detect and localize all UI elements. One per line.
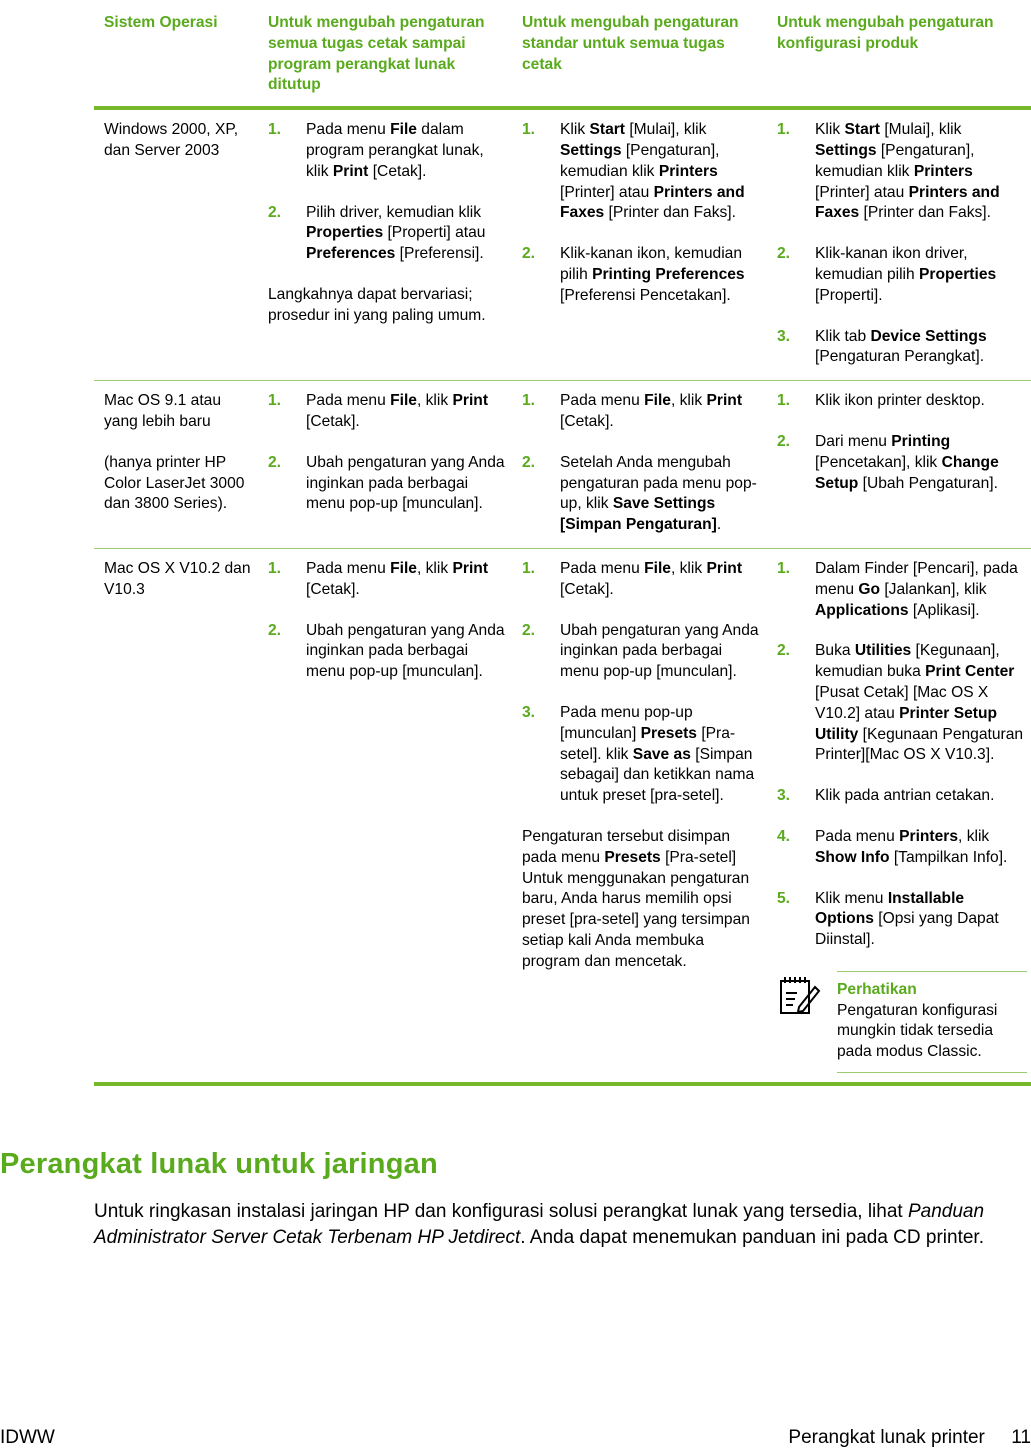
list-item: 1. Pada menu File, klik Print [Cetak]. bbox=[522, 559, 743, 598]
ui-term: File bbox=[644, 559, 671, 577]
table-row bbox=[94, 548, 1031, 1084]
list-item: 2. Ubah pengaturan yang Anda inginkan pada berbagai menu pop-up [munculan]. bbox=[268, 621, 505, 681]
table-header-row bbox=[94, 0, 1031, 108]
header-os: Sistem Operasi bbox=[94, 0, 258, 108]
ui-term: Preferences bbox=[306, 245, 396, 263]
section-heading: Perangkat lunak untuk jaringan bbox=[0, 1148, 438, 1180]
header-default: Untuk mengubah pengaturan standar untuk semua tugas cetak bbox=[512, 0, 767, 108]
header-config: Untuk mengubah pengaturan konfigurasi produk bbox=[767, 0, 1031, 108]
ui-term: Save Settings [Simpan Pengaturan] bbox=[560, 495, 717, 534]
ui-term: Installable Options bbox=[815, 889, 965, 928]
list-item: 1. Klik Start [Mulai], klik Settings [Pengaturan], kemudian klik Printers [Printer] atau Printers and Faxes [Printer dan Faks]. bbox=[777, 121, 1000, 222]
steps-cell bbox=[767, 381, 1031, 549]
ui-term: Go bbox=[858, 580, 880, 598]
ui-term: File bbox=[390, 392, 417, 410]
list-item: 1. Pada menu File, klik Print [Cetak]. bbox=[268, 559, 489, 598]
os-cell: Mac OS X V10.2 dan V10.3 bbox=[94, 548, 258, 1084]
list-item: 3. Pada menu pop-up [munculan] Presets [Pra-setel]. klik Save as [Simpan sebagai] dan ketikkan nama untuk preset [pra-setel]. bbox=[522, 703, 755, 805]
list-item: 2. Buka Utilities [Kegunaan], kemudian buka Print Center [Pusat Cetak] [Mac OS X V10.2] atau Printer Setup Utility [Kegunaan Pengaturan Printer][Mac OS X V10.3]. bbox=[777, 642, 1024, 764]
steps-cell bbox=[767, 548, 1031, 1084]
list-item: 2. Ubah pengaturan yang Anda inginkan pada berbagai menu pop-up [munculan]. bbox=[268, 453, 505, 513]
ui-term: Start bbox=[589, 121, 625, 139]
ui-term: Change Setup bbox=[815, 453, 999, 492]
steps-cell bbox=[258, 548, 512, 1084]
list-item: 1. Pada menu File, klik Print [Cetak]. bbox=[522, 392, 743, 430]
ui-term: Printers bbox=[913, 162, 973, 180]
footer-left: IDWW bbox=[0, 1427, 55, 1448]
ui-term: Presets bbox=[640, 724, 697, 742]
ui-term: Device Settings bbox=[870, 327, 987, 345]
ui-term: Properties bbox=[306, 224, 384, 242]
os-settings-table bbox=[94, 0, 1031, 1086]
list-item: 2. Dari menu Printing [Pencetakan], klik Change Setup [Ubah Pengaturan]. bbox=[777, 432, 999, 492]
ui-term: Print bbox=[452, 559, 489, 577]
section-paragraph: Untuk ringkasan instalasi jaringan HP dan konfigurasi solusi perangkat lunak yang tersedia, lihat Panduan Administrator Server Cetak Terbenam HP Jetdirect. Anda dapat menemukan panduan ini pada CD printer. bbox=[94, 1201, 985, 1248]
note-icon bbox=[777, 971, 837, 1073]
header-per-job: Untuk mengubah pengaturan semua tugas cetak sampai program perangkat lunak ditutup bbox=[258, 0, 512, 108]
ui-term: Printer Setup Utility bbox=[815, 704, 998, 743]
ui-term: Utilities bbox=[854, 642, 912, 660]
ui-term: Start bbox=[844, 121, 880, 139]
note-content bbox=[837, 971, 1027, 1073]
ui-term: Printers and Faxes bbox=[815, 183, 1000, 222]
os-cell: Mac OS 9.1 atau yang lebih baru (hanya printer HP Color LaserJet 3000 dan 3800 Series). bbox=[94, 381, 258, 549]
steps-cell bbox=[767, 108, 1031, 380]
guide-title: Panduan Administrator Server Cetak Terbenam HP Jetdirect bbox=[94, 1201, 985, 1248]
ui-term: Printers bbox=[899, 827, 959, 845]
ui-term: Print bbox=[706, 559, 743, 577]
list-item: 1. Klik ikon printer desktop. bbox=[777, 392, 985, 410]
list-item: 2. Pilih driver, kemudian klik Properties [Properti] atau Preferences [Preferensi]. bbox=[268, 203, 486, 263]
list-item: 2. Klik-kanan ikon, kemudian pilih Printing Preferences [Preferensi Pencetakan]. bbox=[522, 245, 745, 304]
list-item: 1. Klik Start [Mulai], klik Settings [Pengaturan], kemudian klik Printers [Printer] atau Printers and Faxes [Printer dan Faks]. bbox=[522, 121, 745, 222]
ui-term: Applications bbox=[815, 601, 909, 619]
ui-term: Show Info bbox=[815, 848, 890, 866]
steps-cell bbox=[258, 381, 512, 549]
os-cell: Windows 2000, XP, dan Server 2003 bbox=[94, 108, 258, 380]
cell-note: Langkahnya dapat bervariasi; prosedur ini yang paling umum. bbox=[268, 285, 486, 324]
table-row bbox=[94, 108, 1031, 380]
note-title: Perhatikan bbox=[837, 980, 917, 998]
ui-term: Print bbox=[452, 392, 489, 410]
list-item: 1. Dalam Finder [Pencari], pada menu Go [Jalankan], klik Applications [Aplikasi]. bbox=[777, 559, 1018, 619]
ui-term: Print bbox=[332, 162, 369, 180]
list-item: 2. Klik-kanan ikon driver, kemudian pilih Properties [Properti]. bbox=[777, 245, 997, 304]
ui-term: Print Center bbox=[925, 663, 1015, 681]
ui-term: File bbox=[644, 392, 671, 410]
list-item: 1. Pada menu File, klik Print [Cetak]. bbox=[268, 392, 489, 430]
steps-cell bbox=[512, 108, 767, 380]
ui-term: Printing bbox=[891, 432, 951, 450]
note-text: Pengaturan konfigurasi mungkin tidak tersedia pada modus Classic. bbox=[837, 1001, 998, 1061]
steps-cell bbox=[258, 108, 512, 380]
ui-term: Presets bbox=[604, 848, 661, 866]
list-item: 4. Pada menu Printers, klik Show Info [Tampilkan Info]. bbox=[777, 827, 1008, 866]
cell-paragraph: Pengaturan tersebut disimpan pada menu Presets [Pra-setel] Untuk menggunakan pengaturan baru, Anda harus memilih opsi preset [pra-setel] yang tersimpan setiap kali Anda membuka program dan mencetak. bbox=[522, 827, 750, 970]
footer-right: Perangkat lunak printer 11 bbox=[788, 1427, 1031, 1448]
ui-term: Printers bbox=[658, 162, 718, 180]
list-item: 3. Klik pada antrian cetakan. bbox=[777, 787, 995, 805]
list-item: 1. Pada menu File dalam program perangkat lunak, klik Print [Cetak]. bbox=[268, 121, 484, 180]
ui-term: File bbox=[390, 121, 417, 139]
list-item: 2. Ubah pengaturan yang Anda inginkan pada berbagai menu pop-up [munculan]. bbox=[522, 621, 759, 681]
ui-term: File bbox=[390, 559, 417, 577]
list-item: 2. Setelah Anda mengubah pengaturan pada menu pop-up, klik Save Settings [Simpan Pengaturan]. bbox=[522, 453, 757, 534]
list-item: 5. Klik menu Installable Options [Opsi yang Dapat Diinstal]. bbox=[777, 889, 999, 949]
steps-cell bbox=[512, 548, 767, 1084]
ui-term: Save as bbox=[632, 745, 691, 763]
steps-cell bbox=[512, 381, 767, 549]
ui-term: Print bbox=[706, 392, 743, 410]
ui-term: Settings bbox=[560, 141, 622, 159]
ui-term: Printers and Faxes bbox=[560, 183, 745, 222]
ui-term: Settings bbox=[815, 141, 877, 159]
table-row bbox=[94, 381, 1031, 549]
list-item: 3. Klik tab Device Settings [Pengaturan Perangkat]. bbox=[777, 327, 987, 366]
note-box bbox=[777, 971, 1027, 1073]
ui-term: Printing Preferences bbox=[592, 265, 745, 283]
ui-term: Properties bbox=[919, 265, 997, 283]
